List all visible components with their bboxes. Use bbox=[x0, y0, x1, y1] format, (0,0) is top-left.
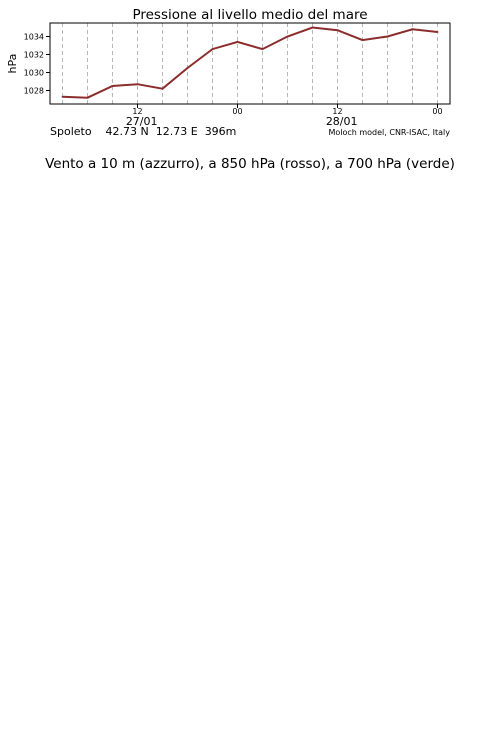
data-point-pressure-0 bbox=[237, 41, 239, 43]
data-point-pressure-0 bbox=[387, 36, 389, 38]
data-point-pressure-0 bbox=[212, 48, 214, 50]
x-tick-label-pressure: 00 bbox=[432, 107, 443, 116]
y-tick-label-pressure: 1028 bbox=[23, 86, 44, 96]
series-line-pressure-0 bbox=[63, 28, 438, 98]
data-point-pressure-0 bbox=[62, 96, 64, 98]
y-tick-label-pressure: 1030 bbox=[23, 68, 44, 78]
data-point-pressure-0 bbox=[362, 39, 364, 41]
data-point-pressure-0 bbox=[312, 27, 314, 29]
panel-title-wind: Vento a 10 m (azzurro), a 850 hPa (rosso), a 700 hPa (verde) bbox=[45, 156, 455, 172]
y-axis-label-pressure: hPa bbox=[6, 53, 19, 74]
x-tick-label-pressure: 00 bbox=[232, 107, 243, 116]
day-label-pressure: 27/01 bbox=[125, 115, 158, 128]
data-point-pressure-0 bbox=[87, 97, 89, 99]
y-tick-label-pressure: 1034 bbox=[23, 32, 44, 42]
model-credit-pressure: Moloch model, CNR-ISAC, Italy bbox=[328, 128, 450, 137]
data-point-pressure-0 bbox=[262, 48, 264, 50]
x-tick-label-pressure: 12 bbox=[132, 107, 143, 116]
data-point-pressure-0 bbox=[187, 67, 189, 69]
data-point-pressure-0 bbox=[287, 36, 289, 38]
data-point-pressure-0 bbox=[437, 31, 439, 33]
panel-title-pressure: Pressione al livello medio del mare bbox=[132, 7, 368, 23]
data-point-pressure-0 bbox=[137, 83, 139, 85]
data-point-pressure-0 bbox=[112, 85, 114, 87]
x-tick-label-pressure: 12 bbox=[332, 107, 343, 116]
location-pressure: Spoleto 42.73 N 12.73 E 396m bbox=[50, 125, 237, 138]
data-point-pressure-0 bbox=[337, 29, 339, 31]
data-point-pressure-0 bbox=[162, 88, 164, 90]
data-point-pressure-0 bbox=[412, 28, 414, 30]
day-label-pressure: 28/01 bbox=[325, 115, 358, 128]
y-tick-label-pressure: 1032 bbox=[23, 50, 44, 60]
